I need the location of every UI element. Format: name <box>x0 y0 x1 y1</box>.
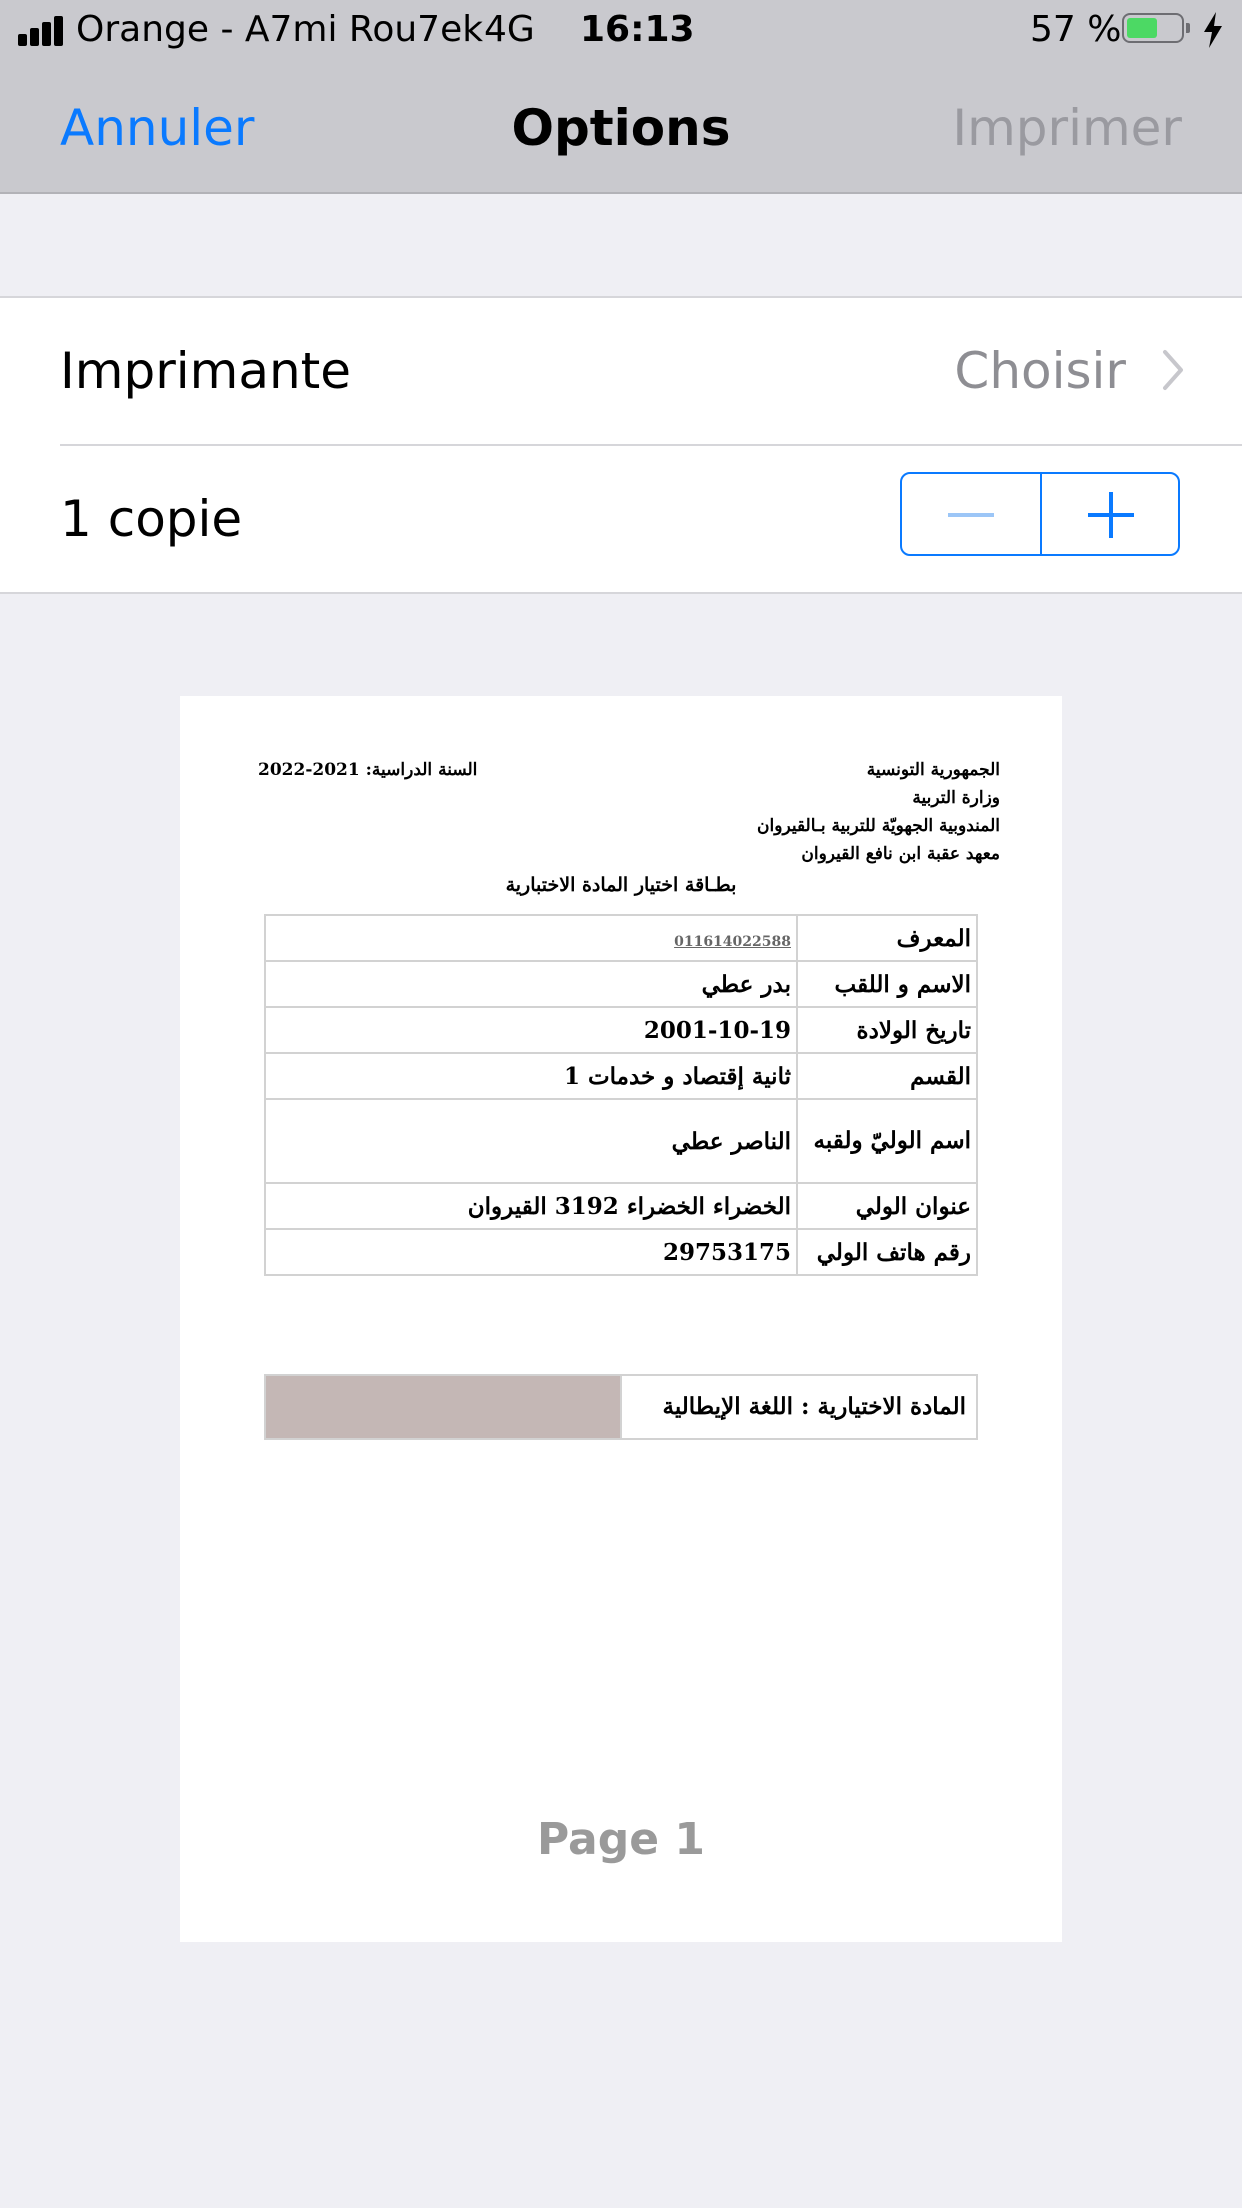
elective-subject-label: المادة الاختيارية : اللغة الإيطالية <box>662 1393 966 1420</box>
page-title: Options <box>511 99 731 157</box>
table-row <box>265 1099 977 1183</box>
printer-value: Choisir <box>954 342 1126 400</box>
top-bar <box>0 0 1242 194</box>
document-title: بطـاقة اختيار المادة الاختبارية <box>505 874 737 896</box>
header-line: الجمهورية التونسية <box>866 760 1000 780</box>
charging-bolt-icon <box>1202 12 1224 48</box>
field-value: الخضراء الخضراء 3192 القيروان <box>265 1183 797 1229</box>
cancel-button[interactable]: Annuler <box>60 99 255 157</box>
chevron-right-icon <box>1162 348 1184 392</box>
student-id: 011614022588 <box>674 933 791 950</box>
field-label: عنوان الولي <box>797 1183 977 1229</box>
field-value: الناصر عطي <box>265 1099 797 1183</box>
plus-icon <box>1086 490 1136 540</box>
student-info-table <box>264 914 978 1276</box>
header-line: المندوبية الجهويّة للتربية بـالقيروان <box>757 816 1000 836</box>
printer-row[interactable] <box>0 298 1242 444</box>
field-value: 29753175 <box>265 1229 797 1275</box>
field-value: بدر عطي <box>265 961 797 1007</box>
school-year: السنة الدراسية: 2021-2022 <box>258 760 478 780</box>
page-number-label: Page 1 <box>536 1814 706 1865</box>
elective-subject-shaded-cell <box>266 1376 622 1438</box>
field-label: القسم <box>797 1053 977 1099</box>
field-label: المعرف <box>797 915 977 961</box>
field-label: تاريخ الولادة <box>797 1007 977 1053</box>
copies-row <box>0 446 1242 592</box>
copies-stepper <box>900 472 1180 556</box>
table-row <box>265 1007 977 1053</box>
signal-strength-icon <box>18 16 68 46</box>
table-row <box>265 915 977 961</box>
header-line: معهد عقبة ابن نافع القيروان <box>801 844 1000 864</box>
print-preview-page[interactable] <box>180 696 1062 1942</box>
copies-label: 1 copie <box>60 490 243 548</box>
navigation-bar <box>0 62 1242 190</box>
increment-copies-button[interactable] <box>1042 474 1180 554</box>
field-label: الاسم و اللقب <box>797 961 977 1007</box>
decrement-copies-button[interactable] <box>902 474 1042 554</box>
field-label: رقم هاتف الولي <box>797 1229 977 1275</box>
field-label: اسم الوليّ ولقبه <box>797 1099 977 1183</box>
minus-icon <box>946 490 996 540</box>
field-value: ثانية إقتصاد و خدمات 1 <box>265 1053 797 1099</box>
table-row <box>265 1183 977 1229</box>
document-content <box>180 696 1062 1942</box>
printer-label: Imprimante <box>60 342 352 400</box>
elective-subject-box <box>264 1374 978 1440</box>
carrier-name: Orange - A7mi Rou7ek <box>76 9 484 50</box>
table-row <box>265 1053 977 1099</box>
table-row <box>265 1229 977 1275</box>
header-line: وزارة التربية <box>912 788 1000 808</box>
table-row <box>265 961 977 1007</box>
print-button[interactable]: Imprimer <box>952 99 1182 157</box>
battery-icon <box>1122 13 1192 47</box>
field-value: 2001-10-19 <box>265 1007 797 1053</box>
status-time: 16:13 <box>580 9 695 50</box>
network-type: 4G <box>484 9 535 50</box>
field-value <box>265 915 797 961</box>
print-settings-group <box>0 296 1242 594</box>
battery-percentage: 57 % <box>1030 9 1122 50</box>
status-bar <box>0 0 1242 62</box>
